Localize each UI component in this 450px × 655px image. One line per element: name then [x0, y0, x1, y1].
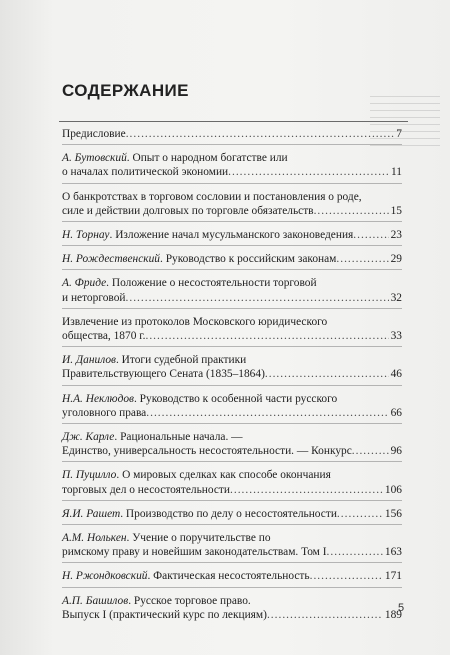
entry-separator: [62, 562, 402, 563]
leader-dots: [353, 228, 388, 242]
entry-separator: [62, 346, 402, 347]
leader-dots: [146, 406, 388, 420]
toc-entry-title-cont: и неторговой: [62, 291, 126, 304]
toc-entry-author: Н. Ржондковский: [62, 570, 148, 583]
entry-separator: [62, 423, 402, 424]
entry-separator: [62, 308, 402, 309]
toc-entry: [62, 468, 402, 496]
leader-dots: [337, 507, 383, 521]
page-number: 5: [398, 602, 405, 614]
toc-entry-author: Н.А. Неклюдов: [62, 392, 134, 405]
toc-entry-title: О банкротствах в торговом сословии и постановления о роде,: [62, 190, 362, 203]
toc-entry-title-cont: уголовного права: [62, 406, 147, 419]
entry-separator: [62, 183, 402, 184]
toc-entry: [62, 252, 402, 266]
toc-entry-title: . Опыт о народном богатстве или: [126, 152, 288, 165]
toc-entry-page: 156: [384, 507, 402, 520]
toc-entry: [62, 228, 402, 242]
toc-entry-page: 33: [390, 330, 402, 343]
toc-entry: [62, 276, 402, 304]
toc-entry: [62, 594, 405, 622]
entry-separator: [62, 245, 402, 246]
toc-entry-title-cont: Единство, универсальность несостоятельности. — Конкурс: [62, 445, 352, 458]
toc-entry-title: . Положение о несостоятельности торговой: [106, 277, 317, 290]
toc-entry-title-cont: общества, 1870 г.: [62, 330, 146, 343]
toc-entry-page: 106: [384, 483, 402, 496]
toc-entry-page: 29: [390, 253, 402, 266]
toc-entry-author: А.П. Башилов: [62, 594, 129, 607]
entry-separator: [62, 500, 402, 501]
toc-entry: [62, 151, 402, 179]
leader-dots: [267, 608, 383, 622]
toc-entry-author: Я.И. Рашет: [62, 507, 121, 520]
leader-dots: [230, 483, 383, 497]
toc-entry-title: Предисловие: [62, 128, 126, 140]
toc-entry-author: И. Данилов: [62, 354, 116, 367]
entry-separator: [62, 144, 402, 145]
toc-entry-page: 7: [396, 128, 402, 140]
toc-entry-title-cont: силе и действии долговых по торговле обязательств: [62, 204, 314, 217]
toc-entry-page: 32: [390, 291, 402, 304]
toc-entry: [62, 430, 402, 458]
toc-entry-title: Извлечение из протоколов Московского юридического: [62, 315, 328, 328]
toc-entry: [62, 127, 402, 141]
toc-entry: [62, 569, 402, 583]
leader-dots: [126, 291, 389, 305]
toc-entry: [62, 353, 402, 381]
toc-entry-page: 11: [391, 166, 402, 179]
toc-entry: [62, 190, 402, 218]
toc-entry-title: . Фактическая несостоятельность: [147, 570, 310, 583]
toc-entry-author: Н. Торнау: [62, 229, 110, 242]
toc-entry: [62, 531, 402, 559]
toc-entry-page: 46: [390, 368, 402, 381]
toc-entry-title-cont: Правительствующего Сената (1835–1864): [62, 368, 265, 381]
toc-entry-title: . Изложение начал мусульманского законоведения: [109, 229, 354, 242]
toc-entry-page: 23: [390, 229, 402, 242]
toc-entry: [62, 507, 402, 521]
toc-entry-title-cont: римскому праву и новейшим законодательствам. Том I: [62, 546, 327, 559]
toc-entry-page: 163: [384, 546, 402, 559]
entry-separator: [62, 385, 402, 386]
toc-entry-page: 189: [384, 608, 402, 621]
entry-separator: [62, 524, 402, 525]
toc-entry-title: . Рациональные начала. —: [114, 431, 243, 444]
toc-entry-title: . Русское торговое право.: [128, 594, 251, 607]
toc-entry: [62, 315, 402, 343]
leader-dots: [314, 204, 389, 218]
entry-separator: [62, 269, 402, 270]
leader-dots: [145, 329, 388, 343]
leader-dots: [352, 444, 389, 458]
toc-entry-title: . Руководство к российским законам: [160, 253, 337, 266]
toc-entry-author: Н. Рождественский: [62, 253, 160, 266]
entry-separator: [62, 221, 402, 222]
leader-dots: [265, 367, 389, 381]
leader-dots: [126, 127, 395, 141]
entry-separator: [62, 461, 402, 462]
leader-dots: [327, 545, 383, 559]
toc-entry-title: . Учение о поручительстве по: [126, 532, 271, 545]
leader-dots: [310, 569, 383, 583]
leader-dots: [336, 252, 388, 266]
toc-entry-author: А. Фриде: [62, 277, 107, 290]
toc-entry-title: . Итоги судебной практики: [115, 354, 247, 367]
toc-entry-page: 15: [390, 204, 402, 217]
toc-entry-author: П. Пуцилло: [62, 469, 117, 482]
toc-entry-title: . О мировых сделках как способе окончания: [116, 469, 331, 482]
toc-entry-page: 66: [390, 406, 402, 419]
toc-entry-title-cont: торговых дел о несостоятельности: [62, 483, 230, 496]
toc-entry-title-cont: Выпуск I (практический курс по лекциям): [62, 608, 267, 621]
toc-entry-title-cont: о началах политической экономии: [62, 166, 229, 179]
entry-separator: [62, 587, 402, 588]
title-rule: [59, 121, 408, 122]
toc-entry-author: А.М. Нолькен: [62, 532, 127, 545]
toc-entry-page: 171: [384, 570, 402, 583]
toc-entry-author: Дж. Карле: [62, 431, 115, 444]
toc-entry-title: . Производство по делу о несостоятельности: [120, 507, 337, 520]
leader-dots: [228, 165, 389, 179]
toc-entry-author: А. Бутовский: [62, 152, 127, 165]
table-of-contents: [62, 127, 405, 622]
toc-entry-title: . Руководство к особенной части русского: [133, 392, 338, 405]
page-title: СОДЕРЖАНИЕ: [62, 81, 189, 100]
toc-entry: [62, 392, 402, 420]
toc-entry-page: 96: [390, 445, 402, 458]
